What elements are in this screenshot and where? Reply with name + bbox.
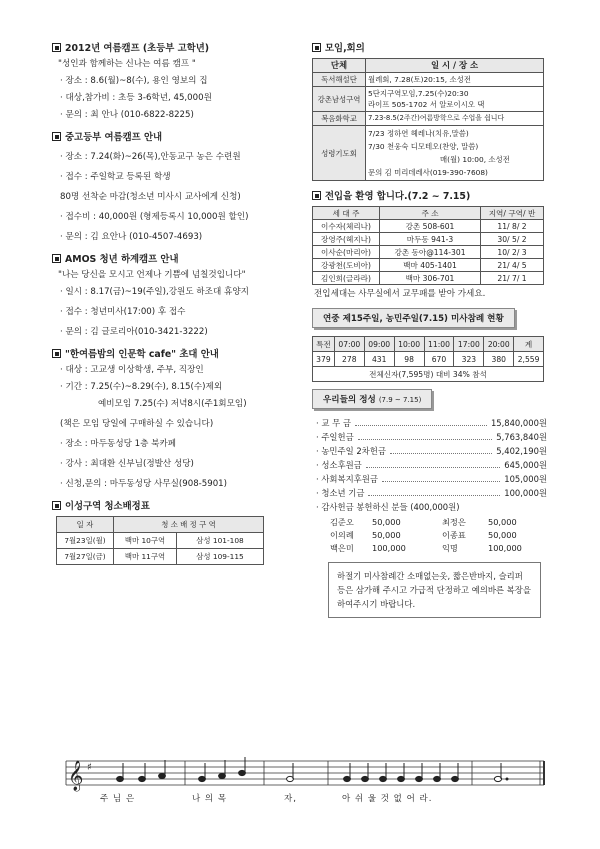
table-row [313, 233, 544, 246]
list-item [312, 472, 547, 486]
table-cell: 98 [394, 352, 424, 367]
table-cell: 이수자(체리나) [313, 220, 380, 233]
right-column [312, 40, 547, 618]
table-cell: 11/ 8/ 2 [481, 220, 544, 233]
table-cell: 백마 11구역 [114, 549, 177, 565]
column-header: 일 자 [57, 517, 114, 533]
lyrics-line-3: 자, [284, 794, 297, 804]
table-row [313, 367, 544, 382]
section-title: AMOS 청년 하계캠프 안내 [65, 254, 179, 265]
offering-amount: 15,840,000원 [490, 418, 547, 428]
cafe-detail: 예비모임 7.25(수) 저녁8시(주1회모임) [98, 399, 247, 409]
section-title: 2012년 여름캠프 (초등부 고학년) [65, 43, 210, 54]
table-cell: 백마 306-701 [380, 272, 481, 285]
amos-detail: · 일시 : 8.17(금)~19(주일),강원도 하조대 휴양지 [60, 287, 249, 297]
spacer [414, 529, 442, 541]
table-cell: 강촌남성구역 [313, 87, 366, 112]
square-bullet-icon [52, 254, 61, 263]
offering-amount: 105,000원 [504, 474, 547, 484]
column-header: 주 소 [380, 207, 481, 220]
table-row [313, 220, 544, 233]
cafe-detail: · 대상 : 고교생 이상학생, 주부, 직장인 [60, 365, 204, 375]
donor-name: 백은미 [330, 543, 354, 553]
lyrics-line-2: 나 의 목 [192, 794, 228, 804]
square-bullet-icon [312, 43, 321, 52]
table-cell: 380 [484, 352, 514, 367]
meetings-section [312, 40, 547, 181]
spacer [414, 542, 442, 554]
meeting-detail: 7/30 천웅숙 디모테오(찬양, 말씀) [368, 142, 479, 151]
section-title: 전입을 환영 합니다.(7.2 ~ 7.15) [325, 191, 471, 202]
camp-detail: · 대상,참가비 : 초등 3-6학년, 45,000원 [60, 93, 212, 103]
spacer [414, 516, 442, 528]
column-header: 지역/ 구역/ 반 [481, 207, 544, 220]
section-title: 모임,회의 [325, 43, 365, 54]
dress-code-notice: 하절기 미사참례간 소매없는옷, 짧은반바지, 슬리퍼 등은 삼가해 주시고 가급적 단정하고 예의바른 복장을 하여주시기 바랍니다. [328, 562, 541, 618]
table-cell: 백마 405-1401 [380, 259, 481, 272]
column-header: 일 시 / 장 소 [366, 59, 544, 73]
cafe-detail: · 신청,문의 : 마두동성당 사무실(908-5901) [60, 479, 227, 489]
table-row [313, 246, 544, 259]
table-cell: 강촌 동아@114-301 [380, 246, 481, 259]
attendance-label: 연중 제15주일, 농민주일(7.15) 미사참례 현황 [312, 308, 515, 328]
donor-amount: 50,000 [372, 517, 401, 527]
list-item [312, 486, 547, 500]
square-bullet-icon [52, 43, 61, 52]
table-cell: 강촌 508-601 [380, 220, 481, 233]
list-item [312, 416, 547, 430]
offering-amount: 5,763,840원 [496, 432, 547, 442]
table-cell: 379 [313, 352, 335, 367]
table-cell: 복음화학교 [313, 112, 366, 126]
donor-amount: 50,000 [372, 530, 401, 540]
section-title: 중고등부 여름캠프 안내 [65, 132, 163, 143]
lyrics-line-1: 주 님 은 [100, 794, 136, 804]
table-cell: 백마 10구역 [114, 533, 177, 549]
amos-slogan: "나는 당신을 모시고 언제나 기쁨에 넘칠것입니다" [58, 270, 246, 280]
table-cell: 323 [454, 352, 484, 367]
offering-amount: 5,402,190원 [496, 446, 547, 456]
amos-camp-section [52, 251, 307, 339]
table-row [57, 533, 264, 549]
table-cell: 이사순(마리아) [313, 246, 380, 259]
attendance-section [312, 308, 547, 382]
new-members-table [312, 206, 544, 285]
youth-camp-detail: · 접수 : 주일학교 등록된 학생 [60, 172, 171, 182]
table-cell: 김인희(글라라) [313, 272, 380, 285]
column-header: 단체 [313, 59, 366, 73]
table-cell: 삼성 101-108 [177, 533, 264, 549]
section-title: 이성구역 청소배정표 [65, 501, 150, 512]
list-item [312, 500, 547, 514]
amos-detail: · 접수 : 청년미사(17:00) 후 접수 [60, 307, 186, 317]
table-row [313, 73, 544, 87]
lyrics-line-4: 아 쉬 울 것 없 어 라. [342, 794, 433, 804]
table-cell: 장영주(헤지나) [313, 233, 380, 246]
offering-name: · 주일헌금 [316, 432, 354, 442]
table-row [57, 549, 264, 565]
offerings-label [312, 389, 432, 409]
column-header: 10:00 [394, 337, 424, 352]
offering-amount: 100,000원 [504, 488, 547, 498]
attendance-summary: 전체신자(7,595명) 대비 34% 참석 [313, 367, 544, 382]
table-row [313, 112, 544, 126]
welcome-section [312, 188, 547, 301]
meeting-detail: 매(월) 10:00, 소성전 [440, 155, 510, 164]
donor-amount: 50,000 [488, 517, 517, 527]
summer-camp-2012-section [52, 40, 307, 122]
offering-name: · 성소후원금 [316, 460, 362, 470]
table-cell: 마두동 941-3 [380, 233, 481, 246]
table-cell: 7월27일(금) [57, 549, 114, 565]
table-cell: 7.23-8.5(2주간)여름방학으로 수업을 쉽니다 [366, 112, 544, 126]
offerings-section [312, 389, 547, 618]
camp-detail: · 장소 : 8.6(월)~8(수), 용인 영보의 집 [60, 76, 208, 86]
humanities-cafe-section [52, 346, 307, 491]
attendance-table [312, 336, 544, 382]
table-cell: 21/ 7/ 1 [481, 272, 544, 285]
donor-grid [330, 516, 547, 554]
offering-name: · 농민주일 2차헌금 [316, 446, 386, 456]
column-header: 세 대 주 [313, 207, 380, 220]
thanks-offering-title: · 감사헌금 봉헌하신 분들 (400,000원) [316, 502, 460, 512]
cafe-detail: · 기간 : 7.25(수)~8.29(수), 8.15(수)제외 [60, 382, 223, 392]
donor-name: 이종표 [442, 530, 466, 540]
cafe-detail: · 장소 : 마두동성당 1층 북카페 [60, 439, 177, 449]
column-header: 20:00 [484, 337, 514, 352]
table-row [313, 126, 544, 181]
table-cell: 670 [424, 352, 454, 367]
youth-camp-detail: 80명 선착순 마감(청소년 미사시 교사에게 신청) [60, 192, 241, 202]
donor-amount: 50,000 [488, 530, 517, 540]
sharp-icon: ♯ [87, 762, 92, 773]
table-cell: 7월23일(월) [57, 533, 114, 549]
table-row [313, 259, 544, 272]
table-cell: 2,559 [514, 352, 544, 367]
table-cell: 성령기도회 [313, 126, 366, 181]
left-column [52, 40, 307, 565]
column-header: 17:00 [454, 337, 484, 352]
column-header: 특전 [313, 337, 335, 352]
meeting-detail: 5단지구역모임,7.25(수)20:30 [368, 89, 469, 98]
donor-name: 익명 [442, 543, 458, 553]
square-bullet-icon [312, 191, 321, 200]
offering-name: · 교 무 금 [316, 418, 351, 428]
youth-camp-detail: · 접수비 : 40,000원 (형제등록시 10,000원 할인) [60, 212, 249, 222]
music-staff [62, 757, 548, 817]
donor-amount: 100,000 [372, 543, 406, 553]
table-cell: 강광천(도비아) [313, 259, 380, 272]
table-cell: 21/ 4/ 5 [481, 259, 544, 272]
meetings-table [312, 58, 544, 181]
amos-detail: · 문의 : 김 글로리아(010-3421-3222) [60, 327, 208, 337]
meeting-detail: 라이프 505-1702 서 알로이시오 댁 [368, 100, 485, 109]
column-header: 계 [514, 337, 544, 352]
youth-camp-detail: · 문의 : 김 요안나 (010-4507-4693) [60, 232, 203, 242]
table-cell: 월례회, 7.28(토)20:15, 소성전 [366, 73, 544, 87]
table-row [313, 352, 544, 367]
cafe-detail: (책은 모임 당일에 구매하실 수 있습니다) [60, 419, 214, 429]
meeting-detail: 문의 김 미리데레사(019-390-7608) [368, 168, 488, 177]
offering-name: · 청소년 기금 [316, 488, 365, 498]
youth-camp-detail: · 장소 : 7.24(화)~26(목),안동교구 농은 수련원 [60, 152, 241, 162]
list-item [312, 458, 547, 472]
list-item [312, 444, 547, 458]
meeting-detail: 7/23 정하연 헤레나(치유,말씀) [368, 129, 469, 138]
offering-name: · 사회복지후원금 [316, 474, 378, 484]
column-header: 07:00 [334, 337, 364, 352]
table-cell [366, 126, 544, 181]
table-cell: 독서해설단 [313, 73, 366, 87]
cleaning-schedule-section [52, 498, 307, 565]
table-row [313, 272, 544, 285]
cafe-detail: · 강사 : 최대환 신부님(정발산 성당) [60, 459, 194, 469]
treble-clef-icon: 𝄞 [68, 761, 84, 791]
donor-name: 최정은 [442, 517, 466, 527]
column-header: 09:00 [364, 337, 394, 352]
offerings-title: 우리들의 정성 [323, 395, 376, 405]
section-title: "한여름밤의 인문학 cafe" 초대 안내 [65, 349, 219, 360]
square-bullet-icon [52, 501, 61, 510]
table-cell [366, 87, 544, 112]
cleaning-table [56, 516, 264, 565]
table-cell: 삼성 109-115 [177, 549, 264, 565]
offerings-list [312, 416, 547, 554]
camp-slogan: "성인과 함께하는 신나는 여름 캠프 " [58, 59, 196, 69]
column-header: 11:00 [424, 337, 454, 352]
welcome-note: 전입세대는 사무실에서 교무패를 받아 가세요. [314, 289, 486, 299]
camp-detail: · 문의 : 최 안나 (010-6822-8225) [60, 110, 194, 120]
table-row [313, 87, 544, 112]
donor-name: 김준오 [330, 517, 354, 527]
donor-name: 이의례 [330, 530, 354, 540]
offerings-period: (7.9 ~ 7.15) [378, 396, 422, 404]
square-bullet-icon [52, 349, 61, 358]
donor-amount: 100,000 [488, 543, 522, 553]
square-bullet-icon [52, 132, 61, 141]
table-cell: 278 [334, 352, 364, 367]
column-header: 청 소 배 정 구 역 [114, 517, 264, 533]
list-item [312, 430, 547, 444]
table-cell: 30/ 5/ 2 [481, 233, 544, 246]
youth-camp-section [52, 129, 307, 244]
offering-amount: 645,000원 [504, 460, 547, 470]
table-cell: 431 [364, 352, 394, 367]
table-cell: 10/ 2/ 3 [481, 246, 544, 259]
